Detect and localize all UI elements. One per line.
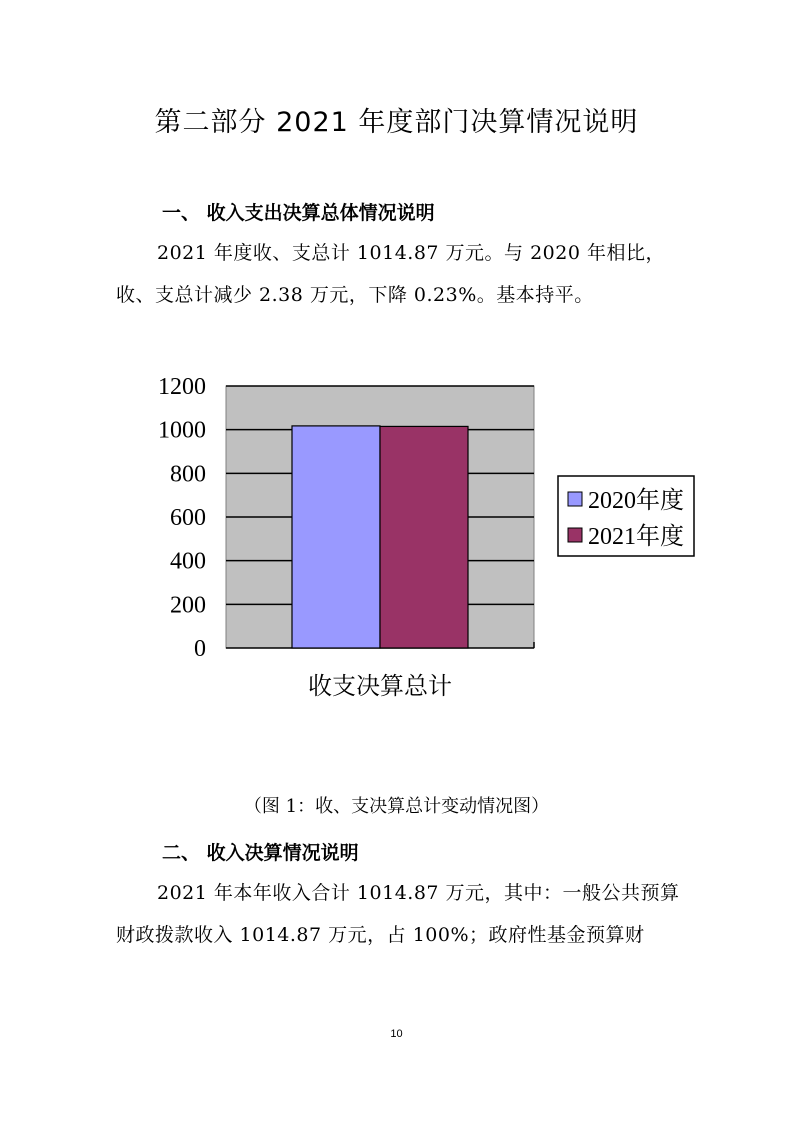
y-tick-label: 200 [170, 592, 206, 619]
section-1-paragraph [116, 232, 696, 316]
section-2-paragraph [116, 872, 696, 956]
section-2-heading: 二、 收入决算情况说明 [162, 842, 359, 864]
x-category-label: 收支决算总计 [308, 674, 452, 700]
legend-label: 2021年度 [588, 524, 684, 550]
section-1-text: 2021 年度收、支总计 1014.87 万元。与 2020 年相比，收、支总计减少 2.38 万元，下降 0.23%。基本持平。 [116, 242, 665, 306]
legend-swatch [568, 492, 582, 506]
y-tick-label: 400 [170, 548, 206, 575]
legend-swatch [568, 528, 582, 542]
bar-2021年度 [380, 426, 468, 648]
legend-label: 2020年度 [588, 488, 684, 514]
bar-2020年度 [292, 426, 380, 648]
page-number: 10 [390, 1028, 403, 1040]
y-tick-label: 600 [170, 505, 206, 531]
y-tick-label: 0 [194, 636, 206, 662]
page-title: 第二部分 2021 年度部门决算情况说明 [154, 107, 639, 138]
y-tick-label: 1200 [158, 374, 206, 400]
section-1-heading: 一、 收入支出决算总体情况说明 [162, 202, 435, 224]
income-expense-chart [140, 372, 700, 712]
section-2-text: 2021 年本年收入合计 1014.87 万元，其中：一般公共预算财政拨款收入 1014.87 万元，占 100%；政府性基金预算财 [116, 882, 680, 946]
y-tick-label: 800 [170, 461, 206, 488]
figure-caption: （图 1：收、支决算总计变动情况图） [243, 796, 550, 817]
y-tick-label: 1000 [158, 417, 206, 444]
